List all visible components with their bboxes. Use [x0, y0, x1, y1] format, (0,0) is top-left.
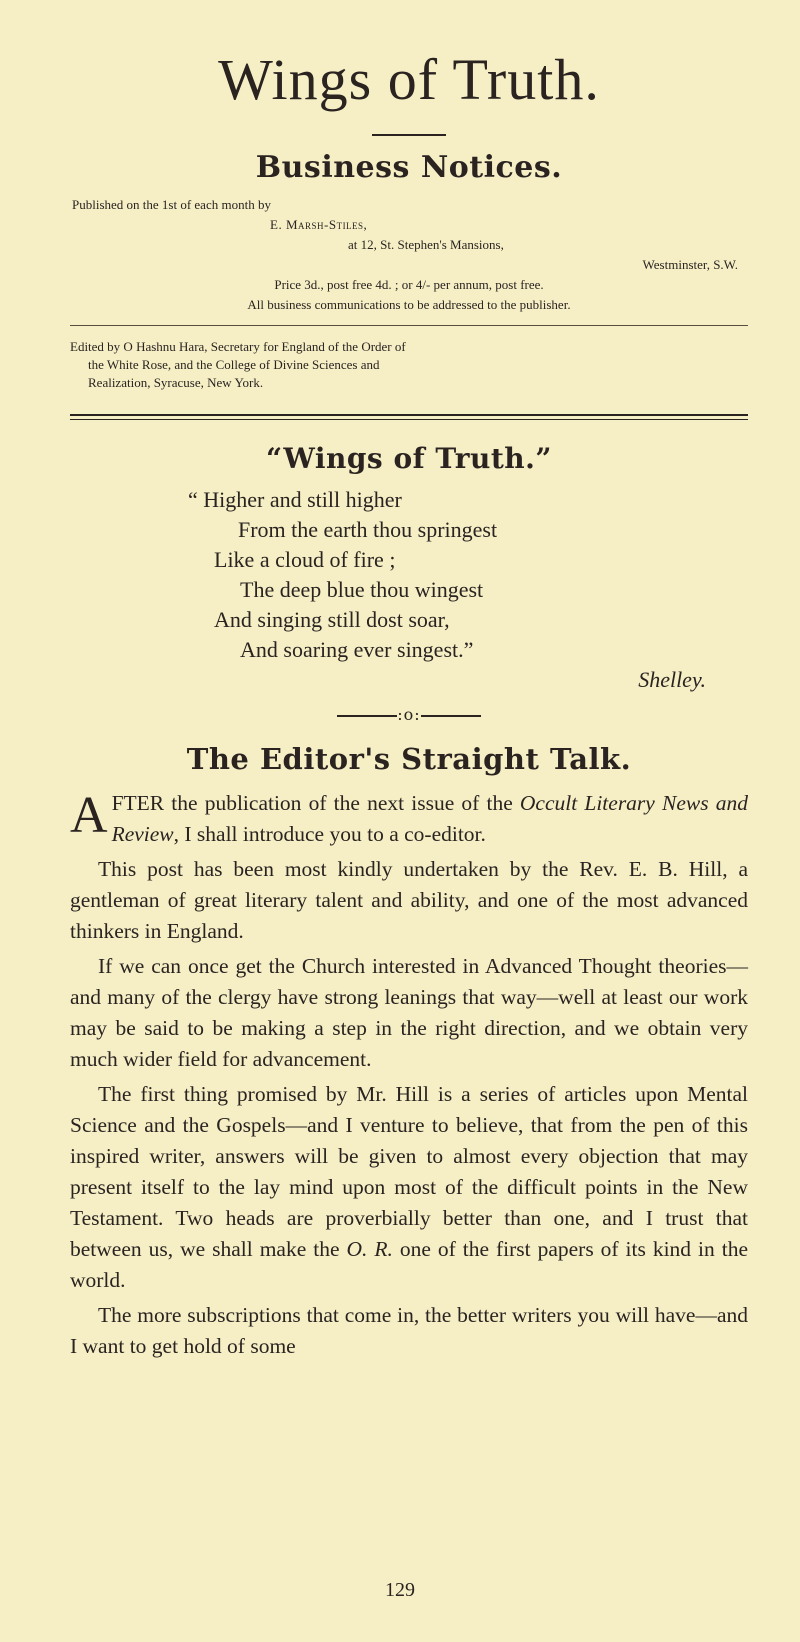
- publication-title: Occult Literary News and Review: [111, 791, 748, 846]
- text-run: FTER the publication of the next issue of the: [111, 791, 520, 815]
- edited-by-line-1: Edited by O Hashnu Hara, Secretary for England of the Order of: [70, 339, 406, 354]
- double-divider: [70, 414, 748, 420]
- separator-dash: [337, 715, 397, 717]
- separator-dash: [421, 715, 481, 717]
- communications-line: All business communications to be addressed to the publisher.: [247, 297, 571, 312]
- publisher-name: E. Marsh-Stiles,: [270, 217, 368, 232]
- poem-line: Like a cloud of fire ;: [214, 547, 396, 572]
- price-line: Price 3d., post free 4d. ; or 4/- per annum, post free.: [274, 277, 544, 292]
- text-run: , I shall introduce you to a co-editor.: [173, 822, 486, 846]
- publisher-address-2: Westminster, S.W.: [642, 257, 738, 272]
- title-rule: [372, 134, 446, 136]
- text-run: one of the first papers of its kind in the world.: [70, 1237, 748, 1292]
- article-paragraph: The more subscriptions that come in, the better writers you will have—and I want to get hold of some: [70, 1303, 748, 1358]
- publication-abbrev: O. R.: [346, 1237, 393, 1261]
- poem-line: “ Higher and still higher: [188, 487, 402, 512]
- article-title: The Editor's Straight Talk.: [186, 742, 632, 776]
- article-paragraph: [70, 1079, 748, 1296]
- business-notices-heading: Business Notices.: [255, 150, 563, 185]
- masthead-title: Wings of Truth.: [218, 47, 600, 112]
- published-line: Published on the 1st of each month by: [72, 197, 271, 212]
- poem: [70, 485, 748, 665]
- separator-mark: :o:: [397, 705, 421, 724]
- edited-by-line-3: Realization, Syracuse, New York.: [88, 375, 264, 390]
- poem-line: The deep blue thou wingest: [240, 577, 484, 602]
- edited-by: [70, 338, 748, 392]
- drop-cap: A: [70, 787, 108, 844]
- edited-by-line-2: the White Rose, and the College of Divine Sciences and: [88, 357, 380, 372]
- text-run: The first thing promised by Mr. Hill is a series of articles upon Mental Science and the Gospels—and I venture to believe, that from the pen of this inspired writer, answers will be given to almost every objection that may present itself to the lay mind upon most of the difficult points in the New Testament. Two heads are proverbially better than one, and I trust that between us, we shall make the: [70, 1082, 748, 1261]
- poem-title: “Wings of Truth.”: [266, 442, 552, 475]
- poem-line: From the earth thou springest: [238, 517, 498, 542]
- poem-line: And soaring ever singest.”: [240, 637, 474, 662]
- article-paragraph: If we can once get the Church interested in Advanced Thought theories—and many of the clergy have strong leanings that way—well at least our work may be said to be making a step in the right direction, and we obtain very much wider field for advancement.: [70, 954, 748, 1071]
- divider: [70, 325, 748, 326]
- article-body: [70, 788, 748, 1362]
- article-paragraph: This post has been most kindly undertaken by the Rev. E. B. Hill, a gentleman of great literary talent and ability, and one of the most advanced thinkers in England.: [70, 857, 748, 943]
- poem-attribution: Shelley.: [638, 667, 706, 692]
- page-number: 129: [385, 1579, 415, 1601]
- article-paragraph: [70, 788, 748, 850]
- section-separator: [70, 705, 748, 724]
- poem-line: And singing still dost soar,: [214, 607, 450, 632]
- business-notices: [70, 195, 748, 315]
- publisher-address-1: at 12, St. Stephen's Mansions,: [348, 237, 504, 252]
